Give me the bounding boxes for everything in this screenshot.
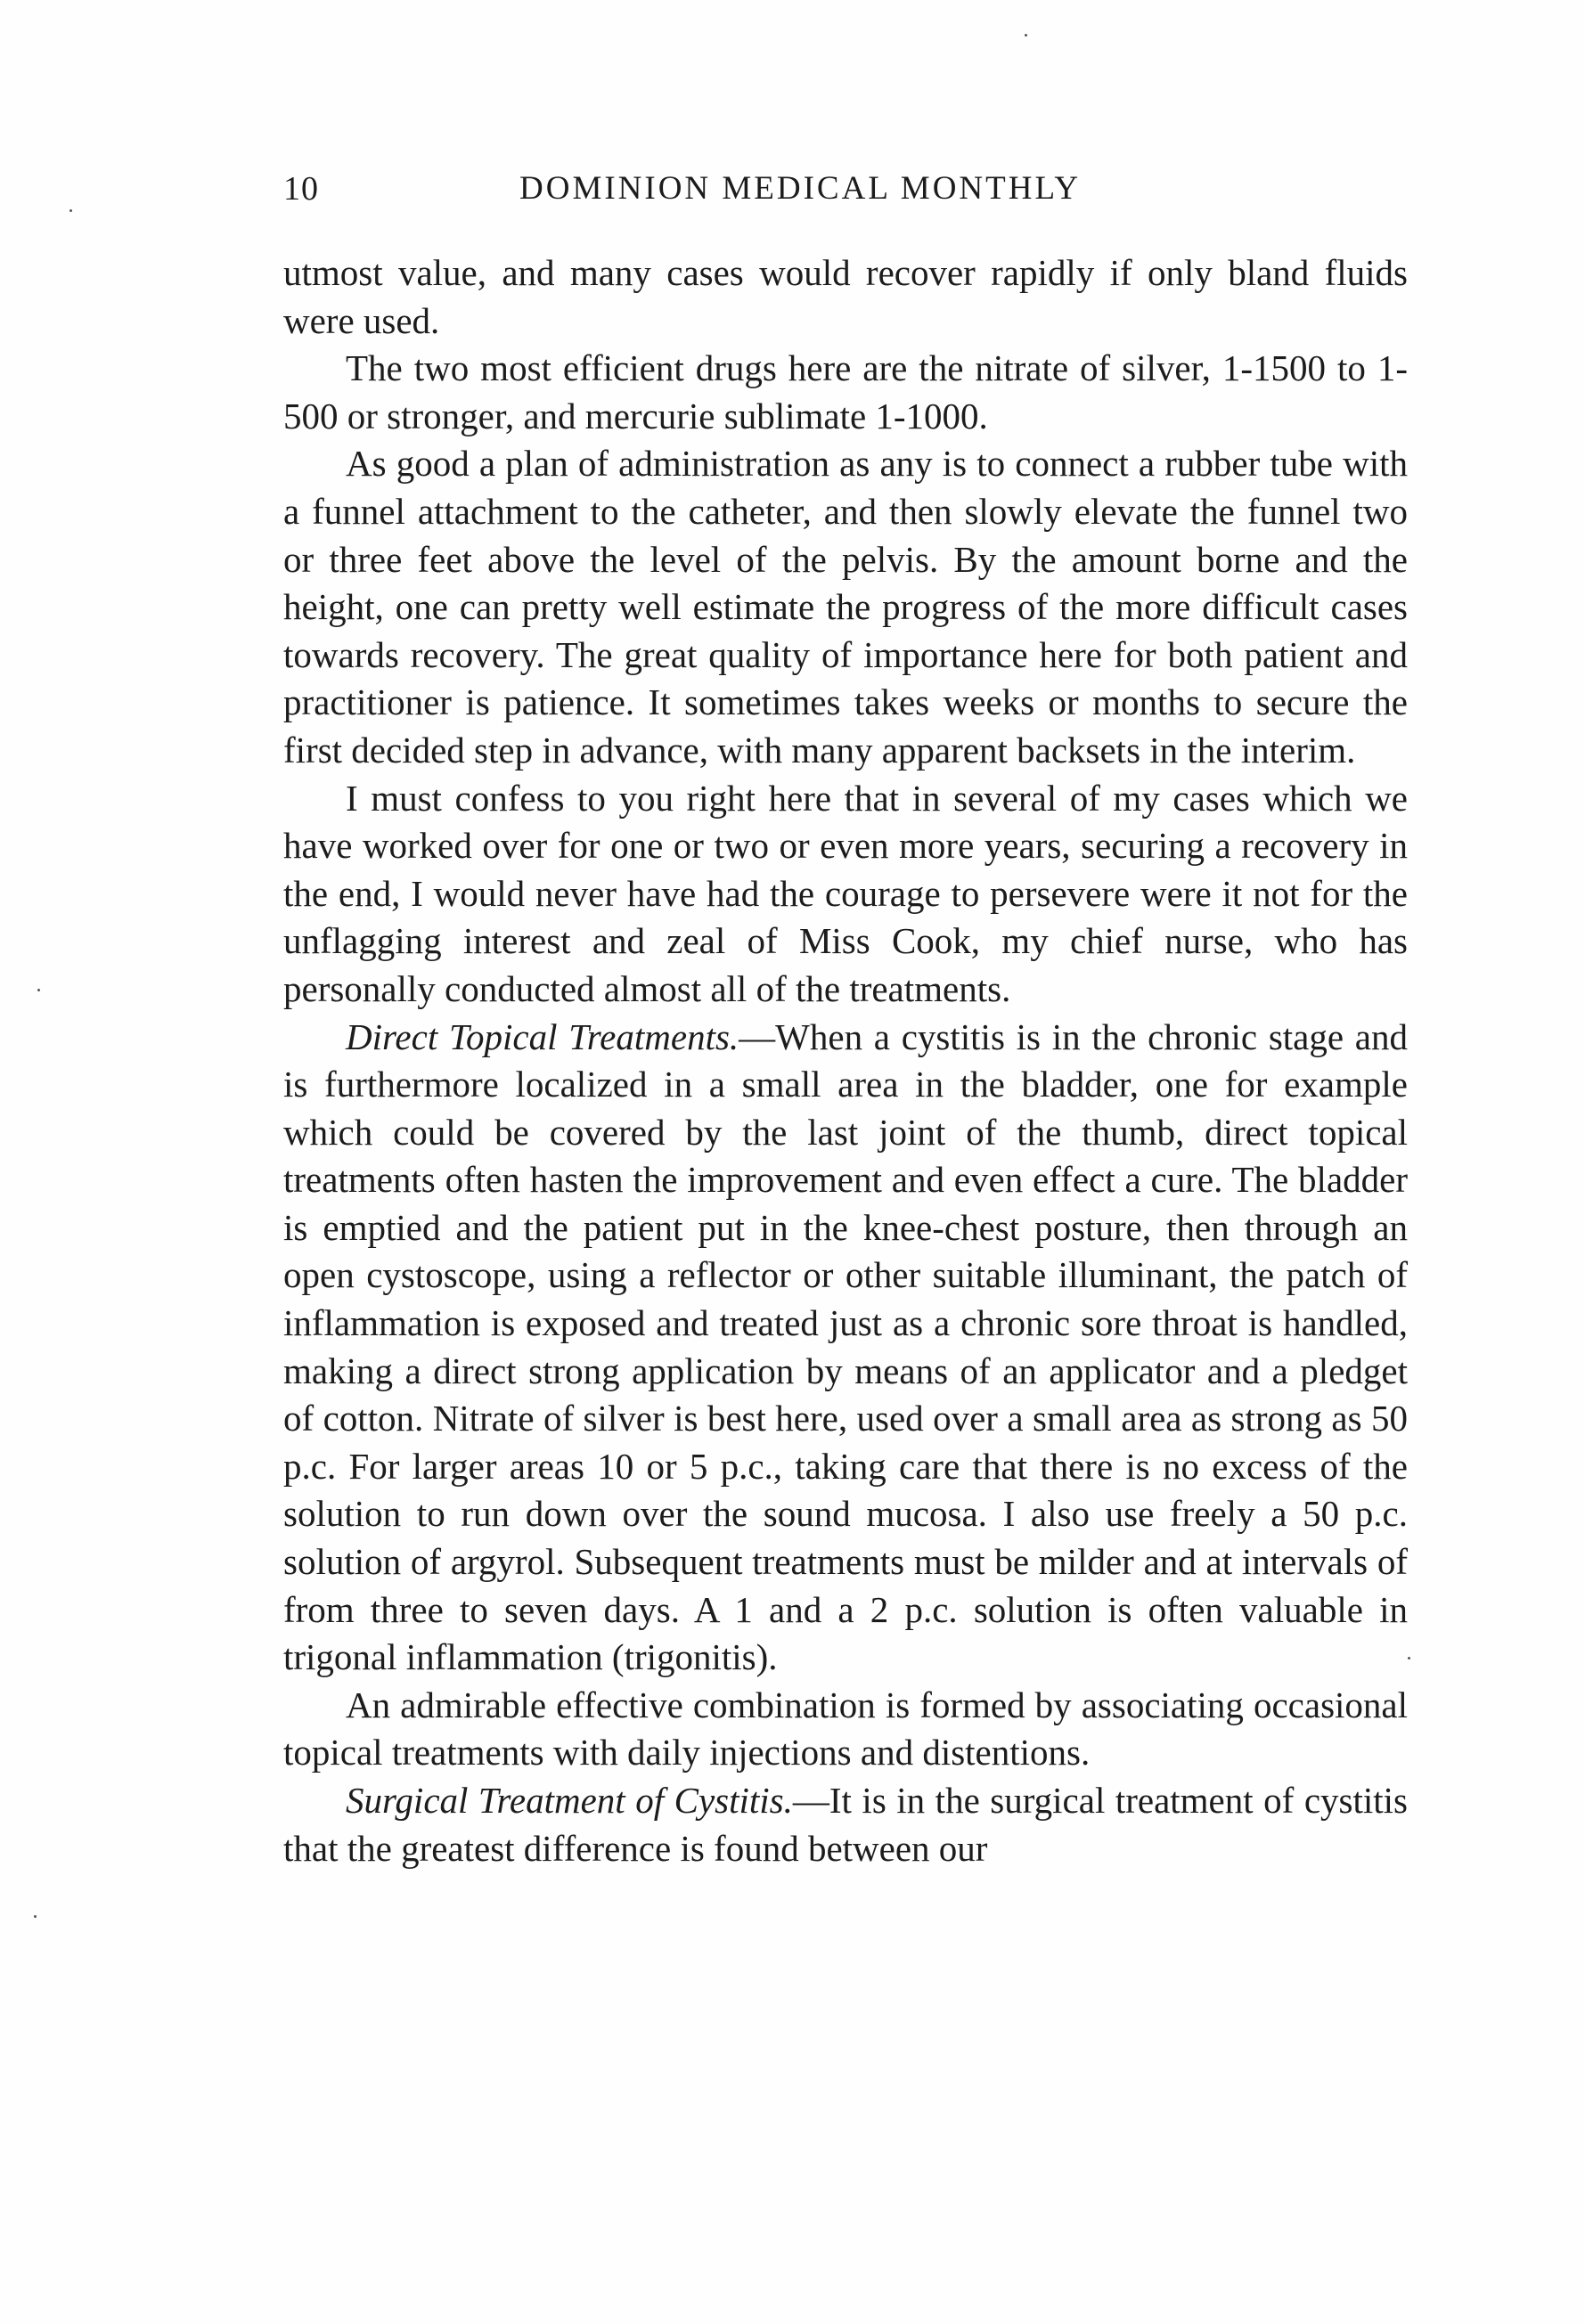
scan-speck [69,209,72,212]
section-heading-direct-topical: Direct Topical Treatments. [346,1015,739,1057]
scan-speck [1408,1657,1410,1659]
paragraph-direct-topical-treatments [283,1014,1408,1682]
paragraph-efficient-drugs [283,345,1408,440]
journal-title: DOMINION MEDICAL MONTHLY [519,170,1082,207]
paragraph-text: —It is in the surgical treatment of cystitis that the greatest difference is found between our [283,1780,1408,1869]
running-head [283,169,1406,223]
paragraph-text: utmost value, and many cases would recover rapidly if only bland fluids were used. [283,252,1408,341]
paragraph-administration [283,440,1408,774]
paragraph-text: As good a plan of administration as any is to connect a rubber tube with a funnel attachment to the catheter, and then slowly elevate the funnel two or three feet above the level of the pelvis. By the amount borne and the height, one can pretty well estimate the progress of the more difficult cases towards recovery. The great quality of importance here for both patient and practitioner is patience. It sometimes takes weeks or months to secure the first decided step in advance, with many apparent backsets in the interim. [283,443,1408,771]
paragraph-confession [283,775,1408,1014]
section-heading-surgical: Surgical Treatment of Cystitis. [346,1780,793,1821]
paragraph-surgical-treatment [283,1777,1408,1872]
scan-speck [37,989,40,991]
scan-speck [34,1915,37,1918]
paragraph-text: An admirable effective combination is formed by associating occasional topical treatments with daily injections and distentions. [283,1684,1408,1774]
article-body [283,249,1408,1872]
paragraph-text: —When a cystitis is in the chronic stage and is furthermore localized in a small area in the bladder, one for example which could be covered by the last joint of the thumb, direct topical treatments often hasten the improvement and even effect a cure. The bladder is emptied and the patient put in the knee-chest posture, then through an open cystoscope, using a reflector or other suitable illuminant, the patch of inflammation is exposed and treated just as a chronic sore throat is handled, making a direct strong application by means of an applicator and a pledget of cotton. Nitrate of silver is best here, used over a small area as strong as 50 p.c. For larger areas 10 or 5 p.c., taking care that there is no excess of the solution to run down over the sound mucosa. I also use freely a 50 p.c. solution of argyrol. Subsequent treatments must be milder and at intervals of from three to seven days. A 1 and a 2 p.c. solution is often valuable in trigonal inflammation (trigonitis). [283,1015,1408,1678]
paragraph-text: The two most efficient drugs here are the nitrate of silver, 1-1500 to 1-500 or stronger, and mercurie sublimate 1-1000. [283,347,1408,436]
paragraph-continued [283,249,1408,345]
scan-speck [1025,34,1027,37]
paragraph-text: I must confess to you right here that in several of my cases which we have worked over for one or two or even more years, securing a recovery in the end, I would never have had the courage to persevere were it not for the unflagging interest and zeal of Miss Cook, my chief nurse, who has personally conducted almost all of the treatments. [283,777,1408,1009]
paragraph-combination [283,1682,1408,1777]
page-number: 10 [283,170,319,208]
